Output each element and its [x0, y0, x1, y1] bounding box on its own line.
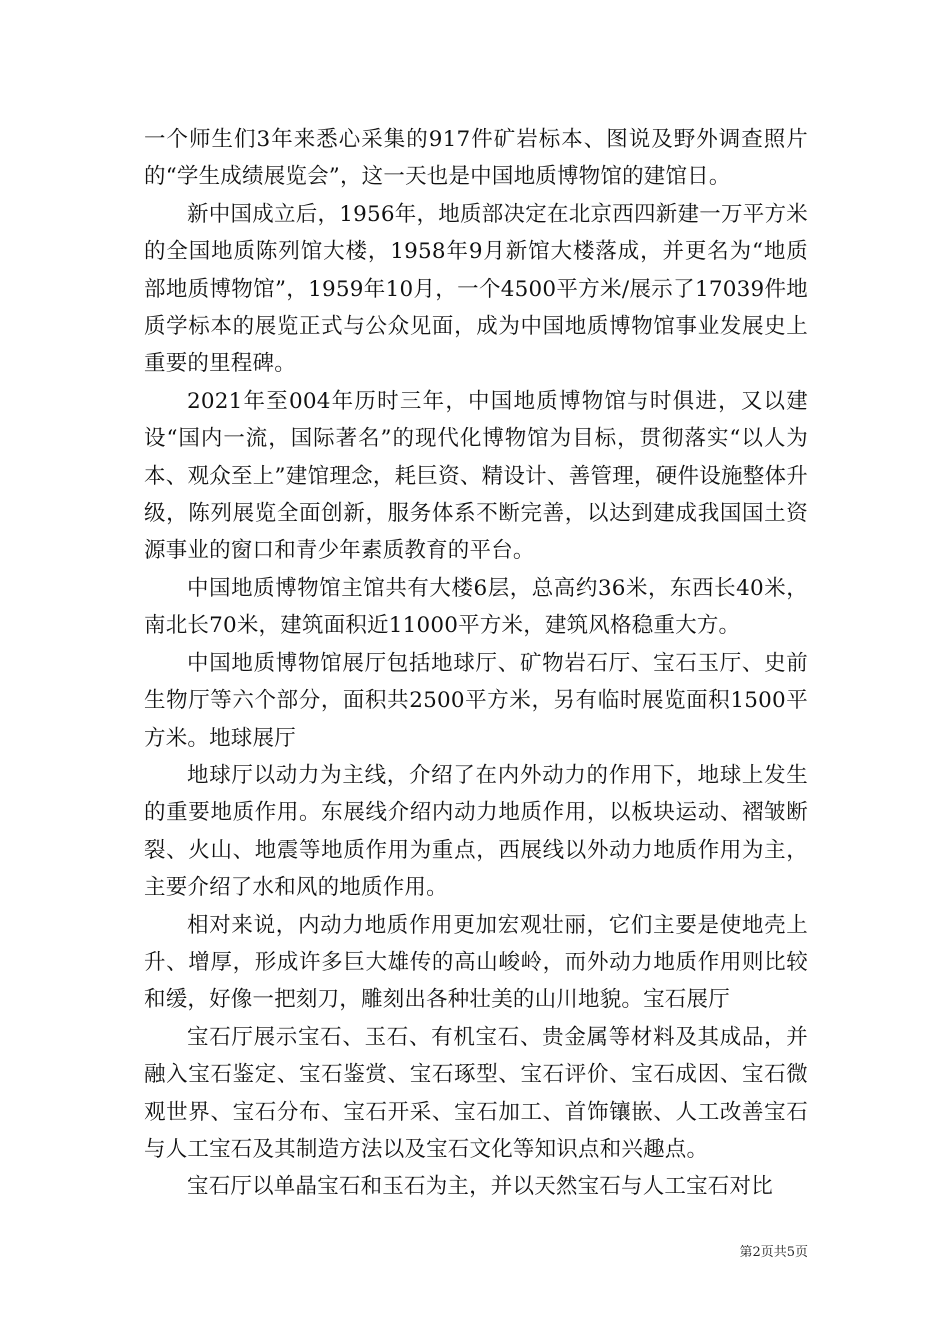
page-number: 第2页共5页 [739, 1245, 808, 1260]
paragraph: 新中国成立后，1956年，地质部决定在北京西四新建一万平方米的全国地质陈列馆大楼，1958年9月新馆大楼落成，并更名为“地质部地质博物馆”，1959年10月，一个4500平方米/展示了17039件地质学标本的展览正式与公众见面，成为中国地质博物馆事业发展史上重要的里程碑。 [144, 201, 808, 377]
paragraph: 中国地质博物馆展厅包括地球厅、矿物岩石厅、宝石玉厅、史前生物厅等六个部分，面积共2500平方米，另有临时展览面积1500平方米。地球展厅 [144, 650, 808, 751]
paragraph: 宝石厅展示宝石、玉石、有机宝石、贵金属等材料及其成品，并融入宝石鉴定、宝石鉴赏、宝石琢型、宝石评价、宝石成因、宝石微观世界、宝石分布、宝石开采、宝石加工、首饰镶嵌、人工改善宝石与人工宝石及其制造方法以及宝石文化等知识点和兴趣点。 [144, 1024, 808, 1162]
paragraph: 地球厅以动力为主线，介绍了在内外动力的作用下，地球上发生的重要地质作用。东展线介绍内动力地质作用，以板块运动、褶皱断裂、火山、地震等地质作用为重点，西展线以外动力地质作用为主，主要介绍了水和风的地质作用。 [144, 762, 808, 901]
paragraph: 一个师生们3年来悉心采集的917件矿岩标本、图说及野外调查照片的“学生成绩展览会”，这一天也是中国地质博物馆的建馆日。 [144, 127, 808, 190]
paragraph: 宝石厅以单晶宝石和玉石为主，并以天然宝石与人工宝石对比 [187, 1174, 773, 1200]
paragraph: 中国地质博物馆主馆共有大楼6层，总高约36米，东西长40米，南北长70米，建筑面积近11000平方米，建筑风格稳重大方。 [144, 575, 808, 639]
paragraph: 相对来说，内动力地质作用更加宏观壮丽，它们主要是使地壳上升、增厚，形成许多巨大雄传的高山峻岭，而外动力地质作用则比较和缓，好像一把刻刀，雕刻出各种壮美的山川地貌。宝石展厅 [144, 912, 808, 1013]
document-body [144, 121, 808, 1206]
paragraph: 2021年至004年历时三年，中国地质博物馆与时俱进，又以建设“国内一流，国际著名”的现代化博物馆为目标，贯彻落实“以人为本、观众至上”建馆理念，耗巨资、精设计、善管理，硬件设施整体升级，陈列展览全面创新，服务体系不断完善，以达到建成我国国土资源事业的窗口和青少年素质教育的平台。 [144, 388, 808, 564]
